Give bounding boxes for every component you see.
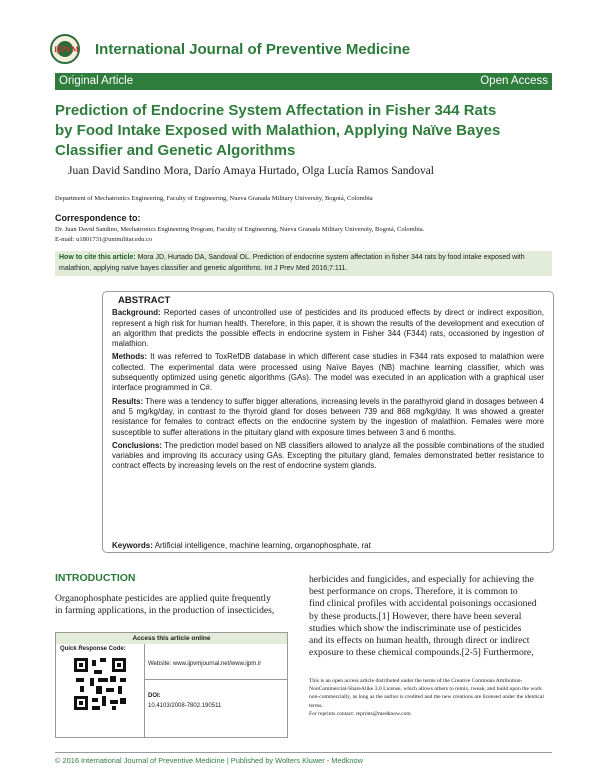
conclusions-text: The prediction model based on NB classifiers allowed to analyze all the possible combinations of the studied variables and improving its accuracy using GAs. Excepting the pituitary gland, females demonstrated better resistance to contract effects by increasing levels on the rest of endocrine system glands. [112,440,544,471]
open-access-label: Open Access [480,75,548,87]
text-line: herbicides and fungicides, and especially for achieving the [309,574,534,585]
divider [144,679,287,680]
doi-label: DOI: [148,693,161,699]
access-online-box [55,632,288,738]
logo-text: IJPVM [54,45,80,54]
keywords-label: Keywords: [112,541,153,550]
title-line: Prediction of Endocrine System Affectation in Fisher 344 Rats [55,102,497,119]
abstract-conclusions [112,441,544,472]
text-line: best performance on crops. Therefore, it is common to [309,586,518,598]
text-line: find clinical profiles with accidental poisonings occasioned [309,598,537,610]
methods-label: Methods: [112,352,148,362]
correspondence-email: E-mail: u1801731@unimilitar.edu.co [55,236,153,243]
qr-code[interactable] [74,658,126,710]
affiliation: Department of Mechatronics Engineering, Faculty of Engineering, Nueva Granada Military University, Bogotá, Colombia [55,195,373,202]
background-label: Background: [112,308,161,318]
cite-text: Mora JD, Hurtado DA, Sandoval OL. Prediction of endocrine system affectation in fisher 344 rats by food intake exposed with malathion, applying naïve bayes classifier and genetic algorithms. Int J Prev Med 2016;7:111. [59,254,525,272]
results-text: There was a tendency to suffer bigger alterations, increasing levels in the parathyroid gland in dosages between 4 and 5 mg/kg/day, in contrast to the thyroid gland for doses between 739 and 868 mg/kg/day. It was showed a greater resistance for females to contract effects on the endocrine system by the ingestion of malathion. Females were more susceptible to suffer alterations in the pituitary gland with exposure times between 3 and 6 months. [112,396,544,437]
doi-value[interactable]: 10.4103/2008-7802.190511 [148,703,222,709]
correspondence-heading: Correspondence to: [55,213,141,223]
results-label: Results: [112,396,144,406]
divider [144,644,145,737]
conclusions-label: Conclusions: [112,440,162,450]
authors: Juan David Sandino Mora, Darío Amaya Hurtado, Olga Lucía Ramos Sandoval [68,165,435,177]
abstract-heading: ABSTRACT [118,295,171,306]
text-line: in farming applications, in the production of insecticides, [55,605,275,617]
journal-title: International Journal of Preventive Medicine [95,41,411,58]
how-to-cite-box [55,251,552,276]
text-line: exposure to these chemical compounds.[2-5] Furthermore, [309,647,534,659]
cite-label: How to cite this article: [59,254,136,261]
journal-logo [50,34,80,64]
open-access-note: This is an open access article distributed under the terms of the Creative Commons Attribution-NonCommercial-ShareAlike 3.0 License, which allows others to remix, tweak, and build upon the work non-commercially, as long as the author is credited and the new creations are licensed under the identical terms. [309,678,544,709]
text-line: by these products.[1] However, there have been several [309,610,522,622]
website-link[interactable]: Website: www.ijpvmjournal.net/www.ijpm.ir [148,661,262,667]
background-text: Reported cases of uncontrolled use of pesticides and its produced effects by direct or indirect exposition, represent a high risk for human health. Therefore, in this paper, it is shown the results of the development and execution of an algorithm that predicts the possible effects in endocrine system in Fisher 344 (F344) rats, occasioned by ingestion of malathion. [112,308,544,349]
methods-text: It was referred to ToxRefDB database in which different case studies in F344 rats exposed to malathion were collected. The experimental data were processed using Naïve Bayes (NB) machine learning classifier, which was subsequently optimized using genetic algorithms (GAs). The model was executed in an application with a graphical user interface programmed in C#. [112,352,544,393]
reprints-contact: For reprints contact: reprints@medknow.com [309,711,411,717]
title-line: Classifier and Genetic Algorithms [55,142,296,159]
abstract-background [112,308,544,349]
intro-right-column [309,574,552,659]
footer: © 2016 International Journal of Preventive Medicine | Published by Wolters Kluwer - Medknow [55,756,363,765]
abstract-results [112,397,544,438]
article-type-banner [55,73,552,90]
article-type-label: Original Article [59,75,134,87]
title-line: by Food Intake Exposed with Malathion, Applying Naïve Bayes [55,122,501,139]
article-title [55,101,552,161]
keywords-text: Artificial intelligence, machine learning, organophosphate, rat [152,541,371,550]
qr-label: Quick Response Code: [60,646,126,652]
access-heading: Access this article online [56,633,287,644]
introduction-heading: INTRODUCTION [55,572,136,584]
text-line: Organophosphate pesticides are applied quite frequently [55,593,271,604]
keywords [112,541,371,550]
text-line: and its effects on human health, through direct or indirect [309,635,530,647]
abstract-box [102,291,554,553]
abstract-methods [112,352,544,393]
text-line: studies which show the indiscriminate use of pesticides [309,622,522,634]
footer-divider [55,752,552,753]
correspondence-address: Dr. Juan David Sandino, Mechatronics Engineering Program, Faculty of Engineering, Nueva Granada Military University, Bogotá, Colombia. [55,226,425,233]
intro-left-column [55,593,291,617]
